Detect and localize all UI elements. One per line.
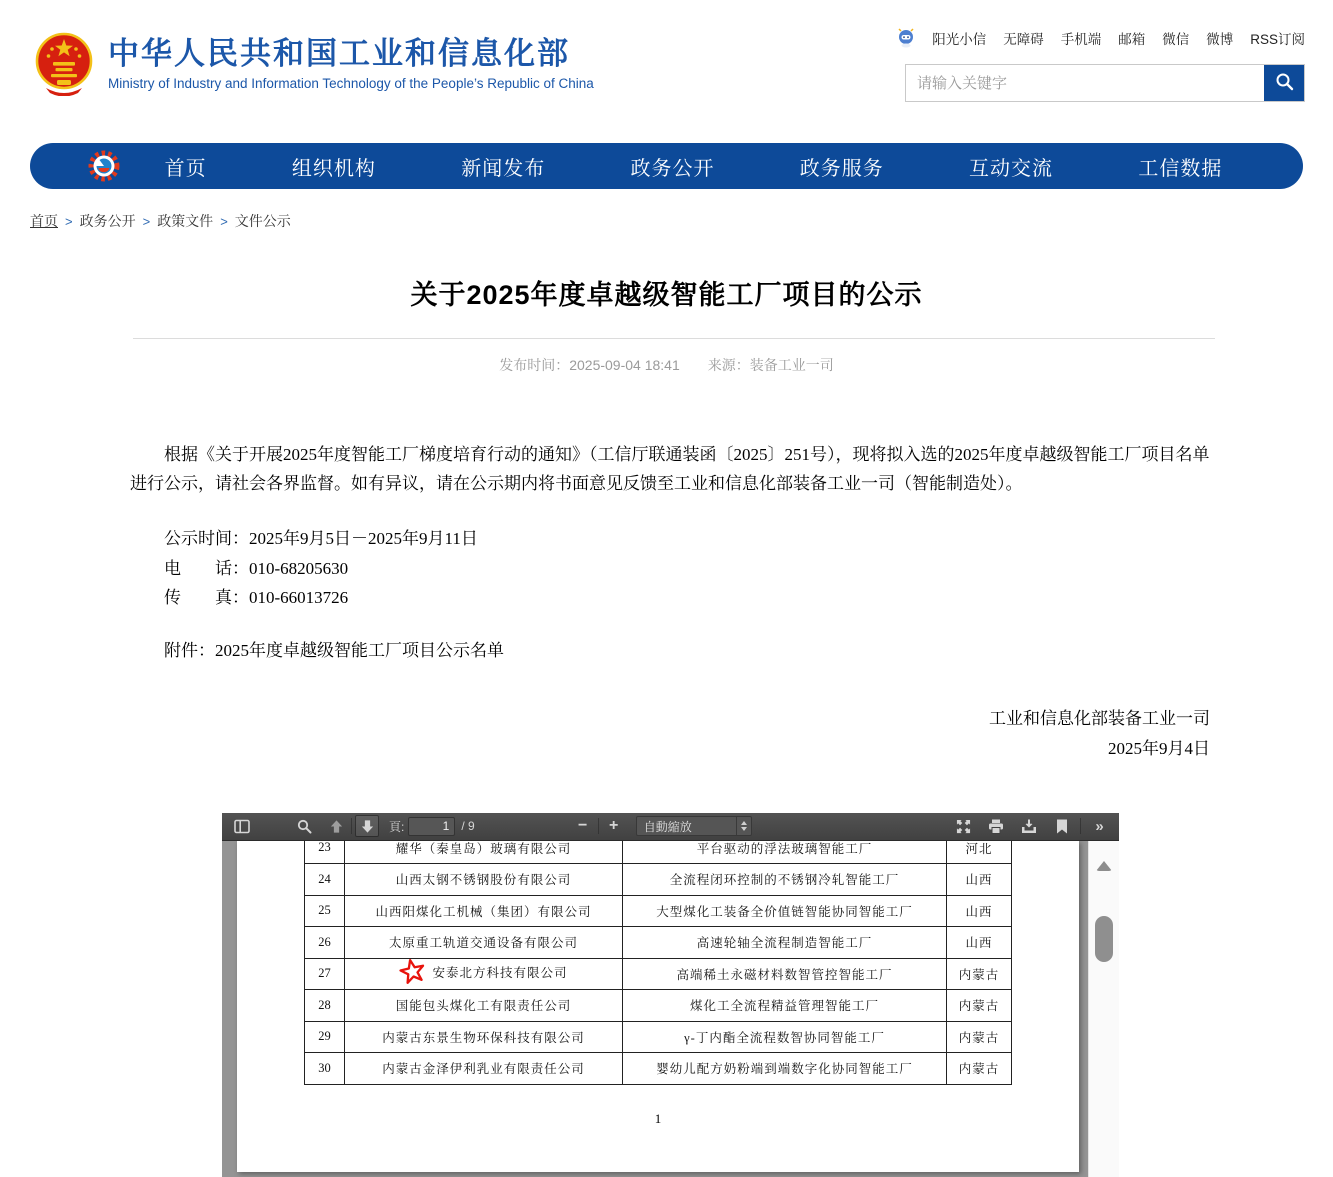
cell-company-name: 内蒙古东景生物环保科技有限公司 <box>382 1030 585 1045</box>
red-star-annotation-icon <box>399 958 426 989</box>
national-emblem-icon <box>34 30 94 96</box>
cell-company <box>345 1021 623 1053</box>
cell-company <box>345 864 623 896</box>
signature-date: 2025年9月4日 <box>1108 738 1210 758</box>
table-row <box>305 1021 1012 1053</box>
search-icon <box>1275 72 1294 94</box>
scroll-up-arrow-icon[interactable] <box>1096 853 1112 871</box>
breadcrumb-separator: > <box>142 214 151 229</box>
cell-row-number: 24 <box>305 864 345 896</box>
arrow-up-icon <box>329 819 344 834</box>
pdf-toolbar <box>222 813 1119 841</box>
cell-province: 内蒙古 <box>947 958 1012 990</box>
toolbar-right-group <box>951 815 1111 837</box>
contact-details <box>130 524 1210 613</box>
site-brand <box>34 30 594 96</box>
table-row <box>305 958 1012 990</box>
cell-project-name: 婴幼儿配方奶粉端到端数字化协同智能工厂 <box>623 1053 947 1085</box>
breadcrumb-separator: > <box>220 214 228 229</box>
cell-company-name: 山西太钢不锈钢股份有限公司 <box>395 873 572 888</box>
cell-company <box>345 1053 623 1085</box>
title-divider <box>133 338 1215 339</box>
breadcrumb-item[interactable]: 首页 <box>30 213 58 229</box>
zoom-controls <box>571 815 752 837</box>
cell-company <box>345 990 623 1022</box>
print-button[interactable] <box>984 815 1008 837</box>
nav-item-2[interactable]: 组织机构 <box>291 157 376 180</box>
article-meta <box>0 355 1333 374</box>
page-count: / 9 <box>461 819 475 833</box>
cell-project-name: 大型煤化工装备全价值链智能协同智能工厂 <box>623 895 947 927</box>
cell-row-number: 28 <box>305 990 345 1022</box>
cell-company-name: 内蒙古金泽伊利乳业有限责任公司 <box>382 1062 585 1077</box>
sidebar-toggle-button[interactable] <box>230 815 254 837</box>
phone-line: 电 话：010-68205630 <box>164 558 349 578</box>
site-title-block <box>108 36 594 91</box>
cell-project-name: γ-丁内酯全流程数智协同智能工厂 <box>623 1021 947 1053</box>
bookmark-button[interactable] <box>1050 815 1074 837</box>
more-tools-button[interactable]: » <box>1095 817 1103 835</box>
zoom-out-button[interactable]: − <box>578 817 588 834</box>
miit-gear-logo-icon <box>86 148 122 184</box>
cell-project-name: 全流程闭环控制的不锈钢冷轧智能工厂 <box>623 864 947 896</box>
cell-province: 山西 <box>947 895 1012 927</box>
table-row <box>305 841 1012 864</box>
table-row <box>305 895 1012 927</box>
cell-company <box>345 841 623 864</box>
nav-item-4[interactable]: 政务公开 <box>630 157 715 180</box>
signature-block <box>130 704 1210 764</box>
nav-item-6[interactable]: 互动交流 <box>969 157 1054 180</box>
nav-item-5[interactable]: 政务服务 <box>799 157 884 180</box>
cell-row-number: 30 <box>305 1053 345 1085</box>
sidebar-toggle-icon <box>234 819 250 834</box>
publish-time-label: 发布时间： <box>499 357 570 373</box>
pdf-viewer <box>222 813 1119 1177</box>
nav-item-3[interactable]: 新闻发布 <box>461 157 546 180</box>
utility-link[interactable]: 邮箱 <box>1118 32 1146 47</box>
nav-item-1[interactable]: 首页 <box>164 157 207 180</box>
pdf-scrollbar[interactable] <box>1088 841 1119 1177</box>
find-button[interactable] <box>292 815 316 837</box>
utility-link[interactable]: 微博 <box>1206 32 1234 47</box>
table-row <box>305 990 1012 1022</box>
utility-bar <box>905 28 1305 48</box>
breadcrumb-item[interactable]: 文件公示 <box>234 213 291 229</box>
breadcrumb-item[interactable]: 政务公开 <box>79 213 136 229</box>
utility-link[interactable]: 微信 <box>1162 32 1190 47</box>
utility-link[interactable]: 阳光小信 <box>932 32 987 47</box>
arrow-down-icon <box>360 819 375 834</box>
cell-row-number: 29 <box>305 1021 345 1053</box>
pdf-table-body <box>305 841 1012 1085</box>
breadcrumb-separator: > <box>65 214 73 229</box>
bookmark-icon <box>1056 819 1068 834</box>
cell-company-name: 太原重工轨道交通设备有限公司 <box>388 936 578 951</box>
search-button[interactable] <box>1264 65 1304 101</box>
table-row <box>305 1053 1012 1085</box>
cell-project-name: 平台驱动的浮法玻璃智能工厂 <box>623 841 947 864</box>
article-title: 关于2025年度卓越级智能工厂项目的公示 <box>410 280 923 310</box>
mascot-icon <box>897 28 915 48</box>
cell-project-name: 煤化工全流程精益管理智能工厂 <box>623 990 947 1022</box>
scrollbar-thumb[interactable] <box>1095 916 1113 962</box>
article-body <box>130 440 1210 764</box>
print-icon <box>988 819 1004 834</box>
cell-company <box>345 927 623 959</box>
utility-link[interactable]: RSS订阅 <box>1250 32 1305 47</box>
utility-link[interactable]: 无障碍 <box>1003 32 1044 47</box>
cell-company-name: 耀华（秦皇岛）玻璃有限公司 <box>395 841 572 856</box>
scale-select-value: 自動縮放 <box>643 819 692 834</box>
page-label: 頁: <box>389 819 405 834</box>
publish-time-value: 2025-09-04 18:41 <box>569 357 680 373</box>
cell-company-name: 山西阳煤化工机械（集团）有限公司 <box>375 904 592 919</box>
utility-links <box>932 28 1305 48</box>
fullscreen-icon <box>956 819 971 834</box>
pdf-body <box>222 841 1119 1177</box>
cell-project-name: 高端稀土永磁材料数智管控智能工厂 <box>623 958 947 990</box>
cell-company <box>345 958 623 990</box>
zoom-in-button[interactable]: + <box>609 817 619 834</box>
presentation-mode-button[interactable] <box>951 815 975 837</box>
attachment-link[interactable]: 附件：2025年度卓越级智能工厂项目公示名单 <box>164 640 504 660</box>
search-input[interactable] <box>906 65 1264 101</box>
cell-project-name: 高速轮轴全流程制造智能工厂 <box>623 927 947 959</box>
article <box>0 276 1333 764</box>
cell-company-name: 国能包头煤化工有限责任公司 <box>395 999 572 1014</box>
breadcrumb-item[interactable]: 政策文件 <box>157 213 214 229</box>
notice-period-line: 公示时间：2025年9月5日－2025年9月11日 <box>164 529 478 548</box>
signature-department: 工业和信息化部装备工业一司 <box>989 708 1210 728</box>
select-updown-icon <box>736 817 751 835</box>
next-page-button[interactable] <box>355 815 379 837</box>
main-nav <box>30 143 1303 189</box>
cell-province: 河北 <box>947 841 1012 864</box>
cell-company-name: 安泰北方科技有限公司 <box>432 965 568 980</box>
pdf-page <box>237 841 1079 1172</box>
cell-province: 内蒙古 <box>947 1053 1012 1085</box>
site-header <box>0 0 1333 135</box>
scale-select[interactable] <box>636 816 752 836</box>
cell-company <box>345 895 623 927</box>
page-number-input[interactable] <box>408 817 455 836</box>
nav-items <box>122 152 1265 181</box>
cell-row-number: 23 <box>305 841 345 864</box>
source-value: 装备工业一司 <box>749 357 834 373</box>
site-title: 中华人民共和国工业和信息化部 <box>108 35 570 71</box>
cell-row-number: 27 <box>305 958 345 990</box>
cell-province: 山西 <box>947 927 1012 959</box>
pdf-page-footer-number: 1 <box>654 1110 662 1126</box>
find-icon <box>297 819 312 834</box>
nav-item-7[interactable]: 工信数据 <box>1138 157 1223 180</box>
header-right <box>905 28 1305 102</box>
cell-row-number: 26 <box>305 927 345 959</box>
cell-province: 内蒙古 <box>947 1021 1012 1053</box>
cell-province: 内蒙古 <box>947 990 1012 1022</box>
article-paragraph: 根据《关于开展2025年度智能工厂梯度培育行动的通知》（工信厅联通装函〔2025〕251号），现将拟入选的2025年度卓越级智能工厂项目名单进行公示，请社会各界监督。如有异议，请在公示期内将书面意见反馈至工业和信息化部装备工业一司（智能制造处）。 <box>130 445 1210 493</box>
cell-province: 山西 <box>947 864 1012 896</box>
download-icon <box>1021 819 1037 834</box>
utility-link[interactable]: 手机端 <box>1060 32 1102 47</box>
cell-row-number: 25 <box>305 895 345 927</box>
previous-page-button[interactable] <box>324 815 348 837</box>
fax-line: 传 真：010-66013726 <box>164 588 349 607</box>
table-row <box>305 927 1012 959</box>
download-button[interactable] <box>1017 815 1041 837</box>
search-box <box>905 64 1305 102</box>
table-row <box>305 864 1012 896</box>
source-label: 来源： <box>707 357 750 373</box>
pdf-table <box>304 841 1012 1085</box>
breadcrumb <box>30 211 1333 230</box>
site-subtitle: Ministry of Industry and Information Technology of the People’s Republic of China <box>108 75 594 91</box>
